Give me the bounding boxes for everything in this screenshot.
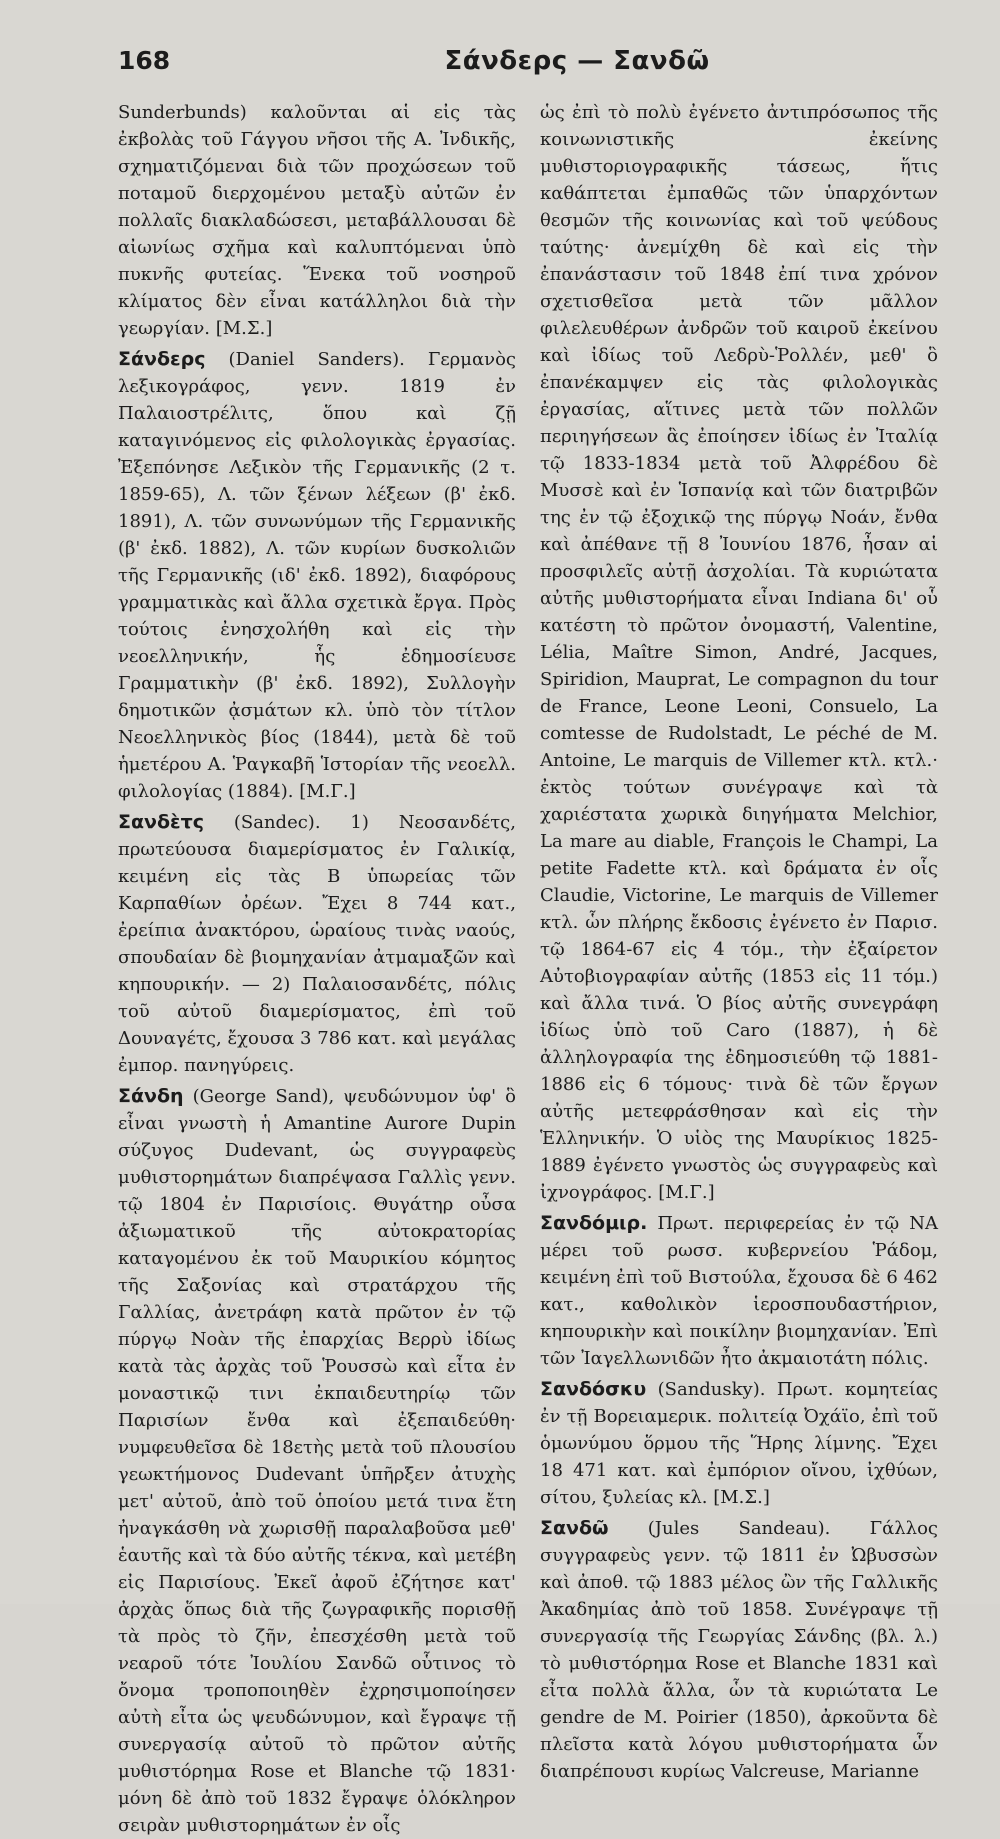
entry-text: (Jules Sandeau). Γάλλος συγγραφεὺς γενν. τῷ 1811 ἐν Ὠβυσσὼν καὶ ἀποθ. τῷ 1883 μέλος ὢν τῆς Γαλλικῆς Ἀκαδημίας ἀπὸ τοῦ 1858. Συνέγραψε τῇ συνεργασίᾳ τῆς Γεωργίας Σάνδης (βλ. λ.) τὸ μυθιστόρημα Rose et Blanche 1831 καὶ εἶτα πολλὰ ἄλλα, ὧν τὰ κυριώτατα Le gendre de M. Poirier (1850), ἀρκοῦντα δὲ πλεῖστα κατὰ λόγου μυθιστορήματα ὧν διαπρέπουσι κυρίως Valcreuse, Marianne [540,1518,938,1782]
entry-headword: Σανδῶ [540,1517,609,1539]
entry-text: Πρωτ. περιφερείας ἐν τῷ ΝΑ μέρει τοῦ ρωσσ. κυβερνείου Ῥάδομ, κειμένη ἐπὶ τοῦ Βιστούλα, ἔχουσα δὲ 6 462 κατ., καθολικὸν ἱεροσπουδαστήριον, κηπουρικὴν καὶ ποικίλην βιομηχανίαν. Ἐπὶ τῶν Ἰαγελλωνιδῶν ἦτο ἀκμαιοτάτη πόλις. [540,1213,938,1369]
entry-sandeau [540,1515,938,1785]
entry-sandec [118,809,516,1079]
entry-sandusky [540,1376,938,1511]
entry-headword: Σάνδη [118,1085,184,1107]
page-header [118,46,936,86]
entry-continuation [540,99,938,1206]
entry-continuation [118,99,516,342]
entry-sand [118,1083,516,1839]
entry-text: Sunderbunds) καλοῦνται αἱ εἰς τὰς ἐκβολὰς τοῦ Γάγγου νῆσοι τῆς Α. Ἰνδικῆς, σχηματιζόμεναι διὰ τῶν προχώσεων τοῦ ποταμοῦ διερχομένου μεταξὺ αὐτῶν ἐν πολλαῖς διακλαδώσεσι, μεταβάλλουσαι δὲ αἰωνίως σχῆμα καὶ καλυπτόμεναι ὑπὸ πυκνῆς φυτείας. Ἕνεκα τοῦ νοσηροῦ κλίματος δὲν εἶναι κατάλληλοι διὰ τὴν γεωργίαν. [Μ.Σ.] [118,102,516,339]
right-column [540,99,938,1782]
entry-headword: Σάνδερς [118,348,206,370]
entry-headword: Σανδὲτς [118,811,204,833]
running-head: Σάνδερς — Σανδῶ [444,46,710,76]
left-column [118,99,516,1836]
entry-sandomir [540,1210,938,1372]
entry-text: (Sandusky). Πρωτ. κομητείας ἐν τῇ Βορειαμερικ. πολιτείᾳ Ὀχάϊο, ἐπὶ τοῦ ὁμωνύμου ὅρμου τῆς Ἥρης λίμνης. Ἔχει 18 471 κατ. καὶ ἐμπόριον οἴνου, ἰχθύων, σίτου, ξυλείας κλ. [Μ.Σ.] [540,1379,938,1508]
entry-headword: Σανδόμιρ. [540,1212,648,1234]
entry-text: (Sandec). 1) Νεοσανδέτς, πρωτεύουσα διαμερίσματος ἐν Γαλικίᾳ, κειμένη εἰς τὰς Β ὑπωρείας τῶν Καρπαθίων ὀρέων. Ἔχει 8 744 κατ., ἐρείπια ἀνακτόρου, ὡραίους τινὰς ναούς, σπουδαίαν δὲ βιομηχανίαν ἀτμαμαξῶν καὶ κηπουρικήν. — 2) Παλαιοσανδέτς, πόλις τοῦ αὐτοῦ διαμερίσματος, ἐπὶ τοῦ Δουναγέτς, ἔχουσα 3 786 κατ. καὶ μεγάλας ἐμπορ. πανηγύρεις. [118,812,516,1076]
entry-sanders [118,346,516,805]
entry-text: (George Sand), ψευδώνυμον ὑφ' ὃ εἶναι γνωστὴ ἡ Amantine Aurore Dupin σύζυγος Dudevant, ὡς συγγραφεὺς μυθιστορημάτων διαπρέψασα Γαλλὶς γενν. τῷ 1804 ἐν Παρισίοις. Θυγάτηρ οὖσα ἀξιωματικοῦ τῆς αὐτοκρατορίας καταγομένου ἐκ τοῦ Μαυρικίου κόμητος τῆς Σαξονίας καὶ στρατάρχου τῆς Γαλλίας, ἀνετράφη κατὰ πρῶτον ἐν τῷ πύργῳ Νοὰν τῆς ἐπαρχίας Βερρὺ ἰδίως κατὰ τὰς ἀρχὰς τοῦ Ῥουσσὼ καὶ εἶτα ἐν μοναστικῷ τινι ἐκπαιδευτηρίῳ τῶν Παρισίων ἔνθα καὶ ἐξεπαιδεύθη· νυμφευθεῖσα δὲ 18ετὴς μετὰ τοῦ πλουσίου γεωκτήμονος Dudevant ὑπῆρξεν ἀτυχὴς μετ' αὐτοῦ, ἀπὸ τοῦ ὁποίου μετά τινα ἔτη ἠναγκάσθη νὰ χωρισθῇ παραλαβοῦσα μεθ' ἑαυτῆς καὶ τὰ δύο αὐτῆς τέκνα, καὶ μετέβη εἰς Παρισίους. Ἐκεῖ ἀφοῦ ἐζήτησε κατ' ἀρχὰς ὅπως διὰ τῆς ζωγραφικῆς πορισθῇ τὰ πρὸς τὸ ζῆν, ἐπεσχέσθη μετὰ τοῦ νεαροῦ τότε Ἰουλίου Σανδῶ οὗτινος τὸ ὄνομα τροποποιηθὲν ἐχρησιμοποίησεν αὐτὴ εἶτα ὡς ψευδώνυμον, καὶ ἔγραψε τῇ συνεργασίᾳ αὐτοῦ τὸ πρῶτον αὐτῆς μυθιστόρημα Rose et Blanche τῷ 1831· μόνη δὲ ἀπὸ τοῦ 1832 ἔγραψε ὁλόκληρον σειρὰν μυθιστορημάτων ἐν οἷς [118,1086,516,1836]
entry-text: ὡς ἐπὶ τὸ πολὺ ἐγένετο ἀντιπρόσωπος τῆς κοινωνιστικῆς ἐκείνης μυθιστοριογραφικῆς τάσεως, ἥτις καθάπτεται ἐμπαθῶς τῶν ὑπαρχόντων θεσμῶν τῆς κοινωνίας καὶ τοῦ ψεύδους ταύτης· ἀνεμίχθη δὲ καὶ εἰς τὴν ἐπανάστασιν τοῦ 1848 ἐπί τινα χρόνον σχετισθεῖσα μετὰ τῶν μᾶλλον φιλελευθέρων ἀνδρῶν τοῦ καιροῦ ἐκείνου καὶ ἰδίως τοῦ Λεδρὺ-Ῥολλέν, μεθ' ὃ ἐπανέκαμψεν εἰς τὰς φιλολογικὰς ἐργασίας, αἵτινες μετὰ τῶν πολλῶν περιηγήσεων ἃς ἐποίησεν ἰδίως ἐν Ἰταλίᾳ τῷ 1833-1834 μετὰ τοῦ Ἀλφρέδου δὲ Μυσσὲ καὶ ἐν Ἱσπανίᾳ καὶ τῶν διατριβῶν της ἐν τῷ ἐξοχικῷ της πύργῳ Νοάν, ἔνθα καὶ ἀπέθανε τῇ 8 Ἰουνίου 1876, ἦσαν αἱ προσφιλεῖς αὐτῇ ἀσχολίαι. Τὰ κυριώτατα αὐτῆς μυθιστορήματα εἶναι Indiana δι' οὗ κατέστη τὸ πρῶτον ὀνομαστή, Valentine, Lélia, Maître Simon, André, Jacques, Spiridion, Mauprat, Le compagnon du tour de France, Leone Leoni, Consuelo, La comtesse de Rudolstadt, Le péché de M. Antoine, Le marquis de Villemer κτλ. κτλ.· ἐκτὸς τούτων συνέγραψε καὶ τὰ χαριέστατα χωρικὰ διηγήματα Melchior, La mare au diable, François le Champi, La petite Fadette κτλ. καὶ δράματα ἐν οἷς Claudie, Victorine, Le marquis de Villemer κτλ. ὧν πλήρης ἔκδοσις ἐγένετο ἐν Παρισ. τῷ 1864-67 εἰς 4 τόμ., τὴν ἐξαίρετον Αὐτοβιογραφίαν αὐτῆς (1853 εἰς 11 τόμ.) καὶ ἄλλα τινά. Ὁ βίος αὐτῆς συνεγράφη ἰδίως ὑπὸ τοῦ Caro (1887), ἡ δὲ ἀλληλογραφία της ἐδημοσιεύθη τῷ 1881-1886 εἰς 6 τόμους· τινὰ δὲ τῶν ἔργων αὐτῆς μετεφράσθησαν καὶ εἰς τὴν Ἑλληνικήν. Ὁ υἱὸς της Μαυρίκιος 1825-1889 ἐγένετο γνωστὸς ὡς συγγραφεὺς καὶ ἰχνογράφος. [Μ.Γ.] [540,102,938,1203]
entry-headword: Σανδόσκυ [540,1378,647,1400]
entry-text: (Daniel Sanders). Γερμανὸς λεξικογράφος, γενν. 1819 ἐν Παλαιοστρέλιτς, ὅπου καὶ ζῇ καταγινόμενος εἰς φιλολογικὰς ἐργασίας. Ἐξεπόνησε Λεξικὸν τῆς Γερμανικῆς (2 τ. 1859-65), Λ. τῶν ξένων λέξεων (β' ἐκδ. 1891), Λ. τῶν συνωνύμων τῆς Γερμανικῆς (β' ἐκδ. 1882), Λ. τῶν κυρίων δυσκολιῶν τῆς Γερμανικῆς (ιδ' ἐκδ. 1892), διαφόρους γραμματικὰς καὶ ἄλλα σχετικὰ ἔργα. Πρὸς τούτοις ἐνησχολήθη καὶ εἰς τὴν νεοελληνικήν, ἧς ἐδημοσίευσε Γραμματικὴν (β' ἐκδ. 1892), Συλλογὴν δημοτικῶν ᾀσμάτων κλ. ὑπὸ τὸν τίτλον Νεοελληνικὸς βίος (1844), μετὰ δὲ τοῦ ἡμετέρου Α. Ῥαγκαβῆ Ἱστορίαν τῆς νεοελλ. φιλολογίας (1884). [Μ.Γ.] [118,349,516,802]
page-number: 168 [118,46,171,75]
